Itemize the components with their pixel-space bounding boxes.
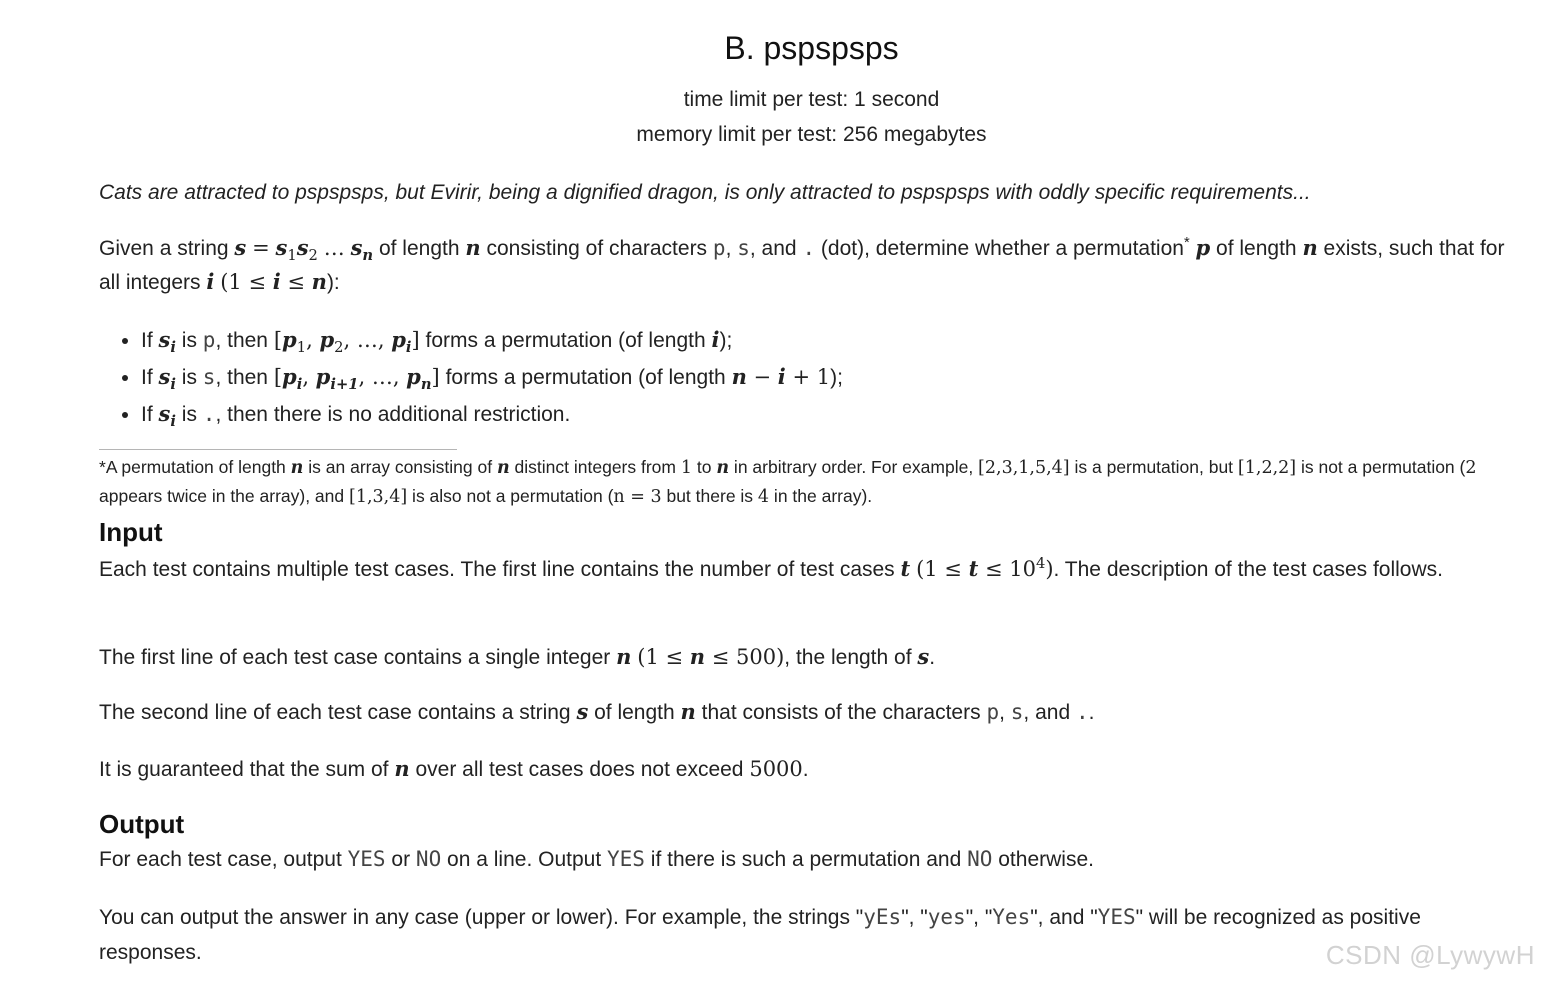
input-paragraph-tests: Each test contains multiple test cases. The first line contains the number of test cases t $(1 \le t \le 10^4)$. The description of the test cases follows. <box>99 555 1443 581</box>
memory-limit: memory limit per test: 256 megabytes <box>636 123 987 146</box>
output-case-note: You can output the answer in any case (upper or lower). For example, the strings "yEs", "yes", "Yes", and "YES" will be recognized as positive responses. <box>99 905 1421 964</box>
footnote-divider <box>99 449 457 450</box>
legend-statement: Given a string $s = s_1s_2$ … $s_n$ of length n consisting of characters p, s, and . (dot), determine whether a permutation* p of length n exists, such that for all integers i (1 ≤ i ≤ n): <box>99 235 1505 294</box>
output-paragraph: For each test case, output YES or NO on a line. Output YES if there is such a permutation and NO otherwise. <box>99 847 1094 871</box>
condition-item: • If $s_i$ is p, then [$p_1$, $p_2$, …, $p_i$] forms a permutation (of length i); <box>141 322 1521 359</box>
input-heading: Input <box>99 517 163 547</box>
csdn-watermark: CSDN @LywywH <box>1325 940 1535 970</box>
condition-item: • If $s_i$ is ., then there is no additional restriction. <box>141 396 1521 433</box>
time-limit: time limit per test: 1 second <box>683 88 940 111</box>
condition-list <box>99 322 1521 433</box>
output-heading: Output <box>99 809 185 839</box>
input-paragraph-sum: It is guaranteed that the sum of n over all test cases does not exceed 5000. <box>99 756 809 781</box>
condition-item: • If $s_i$ is s, then [$p_i$, $p_{i+1}$, …, $p_n$] forms a permutation (of length n − i + 1); <box>141 359 1521 396</box>
footnote: *A permutation of length n is an array consisting of n distinct integers from 1 to n in arbitrary order. For example, [2,3,1,5,4] is a permutation, but [1,2,2] is not a permutation (2 appears twice in the array), and [1,3,4] is also not a permutation (n = 3 but there is 4 in the array). <box>99 457 1477 507</box>
legend-intro: Cats are attracted to pspspsps, but Evirir, being a dignified dragon, is only attracted to pspspsps with oddly specific requirements... <box>99 181 1311 204</box>
input-paragraph-string: The second line of each test case contains a string s of length n that consists of the characters p, s, and .. <box>99 699 1095 724</box>
problem-title: B. pspspsps <box>724 30 899 66</box>
input-paragraph-n: The first line of each test case contains a single integer n (1 ≤ n ≤ 500), the length of s. <box>99 644 936 669</box>
